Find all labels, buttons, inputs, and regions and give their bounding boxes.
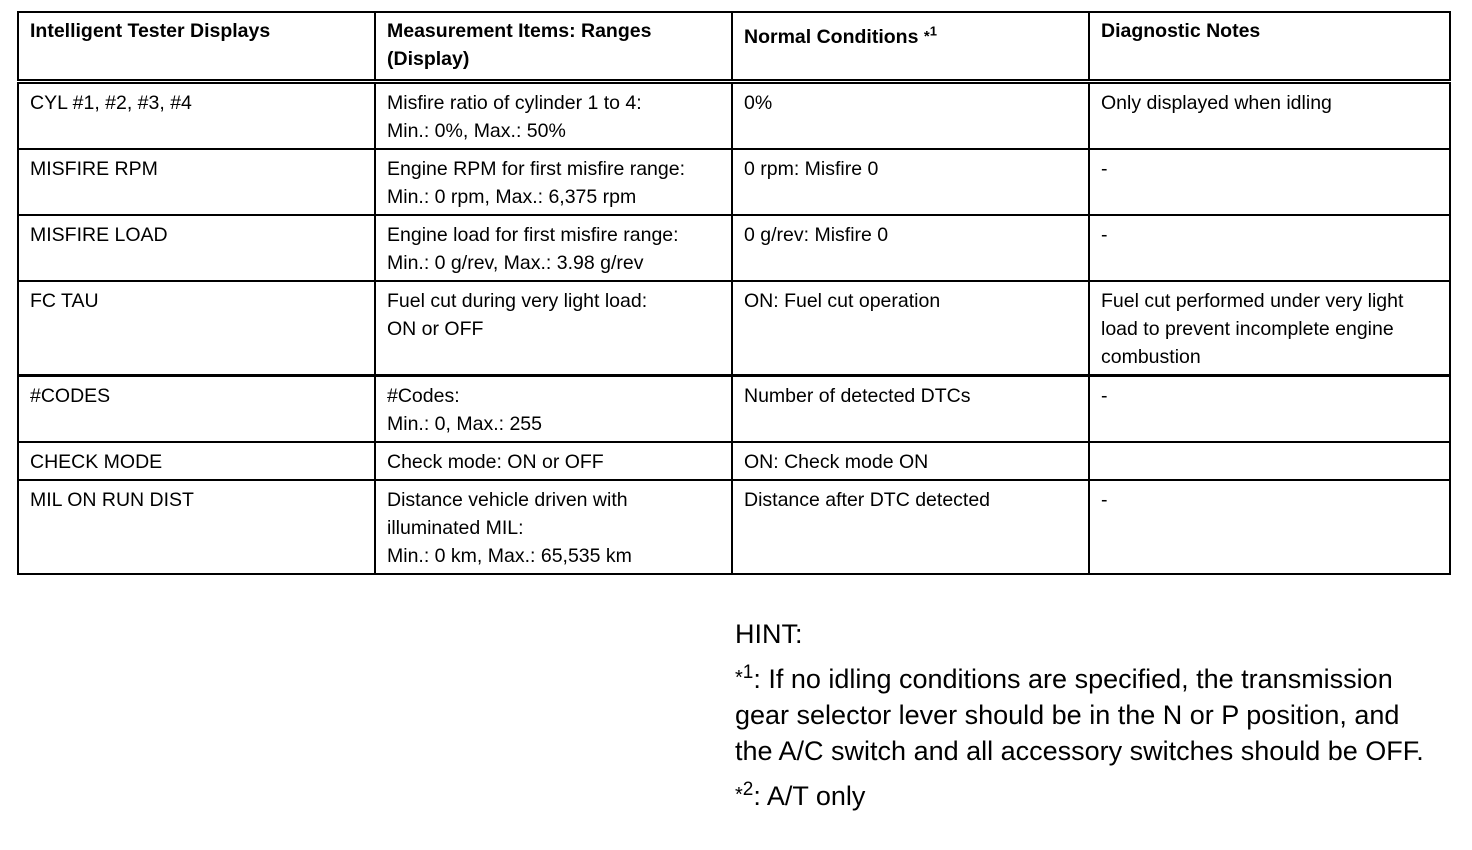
cell-notes: Only displayed when idling [1089,82,1450,150]
measurement-line: Fuel cut during very light load: [387,290,648,312]
table-row [18,480,1450,574]
cell-notes [1089,442,1450,480]
table-row [18,376,1450,443]
cell-display: MIL ON RUN DIST [18,480,375,574]
header-normal-conditions-label: Normal Conditions [744,26,919,48]
measurement-line: Engine load for first misfire range: [387,224,679,246]
measurement-line: Check mode: ON or OFF [387,451,604,473]
cell-measurement [375,149,732,215]
header-tester-displays: Intelligent Tester Displays [18,12,375,82]
cell-normal: 0 rpm: Misfire 0 [732,149,1089,215]
measurement-line: #Codes: [387,385,460,407]
cell-normal: Number of detected DTCs [732,376,1089,443]
table-header-row [18,12,1450,82]
header-footnote-number: 1 [929,23,937,39]
cell-measurement [375,82,732,150]
header-measurement-items: Measurement Items: Ranges (Display) [375,12,732,82]
cell-normal: 0% [732,82,1089,150]
measurement-line: Misfire ratio of cylinder 1 to 4: [387,92,642,114]
cell-normal: ON: Check mode ON [732,442,1089,480]
hint-note-2 [735,777,1435,814]
note-2-text: : A/T only [753,781,866,811]
hint-block [735,616,1435,822]
note-2-number: 2 [742,779,754,800]
measurement-line: Min.: 0%, Max.: 50% [387,120,566,142]
note-1-number: 1 [742,662,754,683]
measurement-line: Min.: 0, Max.: 255 [387,413,542,435]
cell-notes: Fuel cut performed under very light load to prevent incomplete engine combustion [1089,281,1450,376]
header-normal-conditions [732,12,1089,82]
cell-display: MISFIRE RPM [18,149,375,215]
cell-display: CYL #1, #2, #3, #4 [18,82,375,150]
hint-note-1 [735,660,1435,769]
measurement-line: Distance vehicle driven with illuminated MIL: [387,489,634,539]
cell-measurement [375,376,732,443]
measurement-line: Min.: 0 g/rev, Max.: 3.98 g/rev [387,252,644,274]
note-2-asterisk: * [735,784,743,806]
table-row [18,215,1450,281]
data-list-table [17,11,1451,575]
table-row [18,442,1450,480]
cell-display: MISFIRE LOAD [18,215,375,281]
table-row [18,149,1450,215]
cell-notes: - [1089,149,1450,215]
hint-title: HINT: [735,619,803,649]
cell-normal: 0 g/rev: Misfire 0 [732,215,1089,281]
note-1-asterisk: * [735,667,743,689]
cell-display: CHECK MODE [18,442,375,480]
table-row [18,82,1450,150]
cell-measurement [375,281,732,376]
cell-notes: - [1089,480,1450,574]
measurement-line: Min.: 0 km, Max.: 65,535 km [387,545,632,567]
measurement-line: Engine RPM for first misfire range: Min.: 0 rpm, Max.: 6,375 rpm [387,158,691,208]
cell-measurement [375,215,732,281]
cell-display: #CODES [18,376,375,443]
cell-measurement [375,442,732,480]
cell-normal: Distance after DTC detected [732,480,1089,574]
cell-measurement [375,480,732,574]
cell-display: FC TAU [18,281,375,376]
measurement-line: ON or OFF [387,318,484,340]
cell-notes: - [1089,376,1450,443]
header-diagnostic-notes: Diagnostic Notes [1089,12,1450,82]
cell-notes: - [1089,215,1450,281]
header-footnote-asterisk: * [923,28,930,45]
note-1-text: : If no idling conditions are specified, the transmission gear selector lever should be in the N or P position, and the A/C switch and all accessory switches should be OFF. [735,664,1424,766]
table-row [18,281,1450,376]
cell-normal: ON: Fuel cut operation [732,281,1089,376]
